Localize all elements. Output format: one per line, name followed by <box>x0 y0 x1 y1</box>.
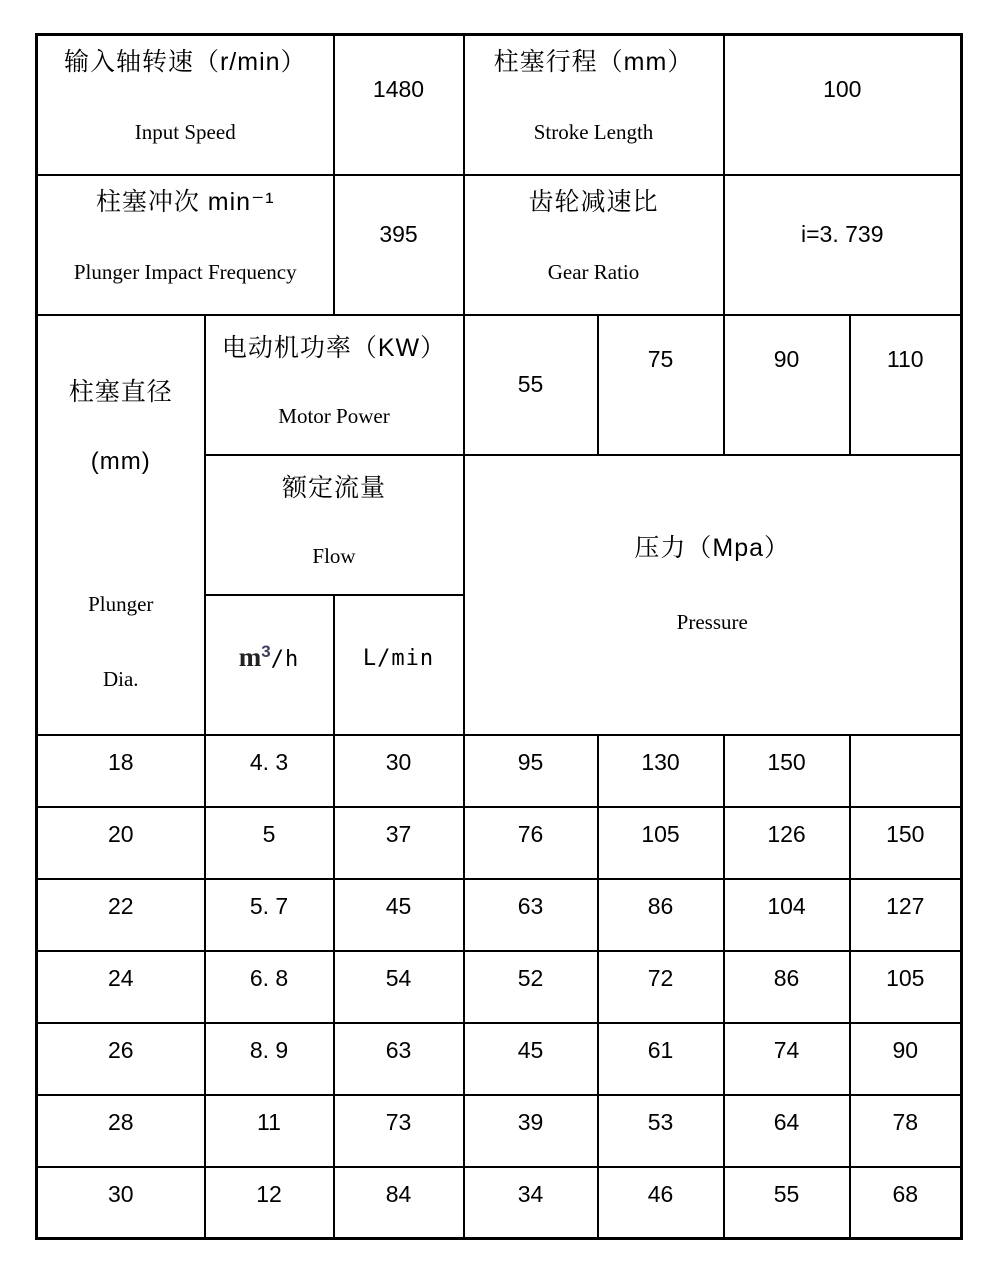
table-cell: 5. 7 <box>205 879 334 951</box>
table-cell: 53 <box>598 1095 724 1167</box>
pressure-label-en: Pressure <box>676 610 748 634</box>
plunger-dia-label-en2: Dia. <box>102 666 139 691</box>
pressure-header-cell <box>464 455 962 735</box>
table-cell: 105 <box>598 807 724 879</box>
table-cell: 63 <box>334 1023 464 1095</box>
table-row <box>37 807 962 879</box>
impact-frequency-label-cell <box>37 175 334 315</box>
table-cell: 74 <box>724 1023 850 1095</box>
table-row <box>37 951 962 1023</box>
table-cell: 63 <box>464 879 598 951</box>
table-cell: 18 <box>37 735 205 807</box>
table-cell: 46 <box>598 1167 724 1239</box>
table-cell: 20 <box>37 807 205 879</box>
table-cell <box>850 735 962 807</box>
table-cell: 45 <box>334 879 464 951</box>
table-cell: 24 <box>37 951 205 1023</box>
table-row <box>37 879 962 951</box>
input-speed-label-en: Input Speed <box>134 120 236 145</box>
flow-unit-m3h-cell <box>205 595 334 735</box>
table-cell: 126 <box>724 807 850 879</box>
table-row <box>37 1023 962 1095</box>
table-cell: 78 <box>850 1095 962 1167</box>
table-cell: 37 <box>334 807 464 879</box>
impact-frequency-value: 395 <box>334 175 464 315</box>
motor-power-label-zh: 电动机功率（KW） <box>221 334 447 362</box>
table-row <box>37 735 962 807</box>
spec-row-input-speed <box>37 35 962 175</box>
table-cell: 4. 3 <box>205 735 334 807</box>
table-cell: 52 <box>464 951 598 1023</box>
plunger-dia-header-cell <box>37 315 205 735</box>
plunger-dia-label-en1: Plunger <box>88 591 154 616</box>
header-row-motor-power <box>37 315 962 455</box>
flow-unit-m3h-base: m <box>238 642 262 672</box>
table-cell: 76 <box>464 807 598 879</box>
table-cell: 150 <box>724 735 850 807</box>
gear-ratio-value: i=3. 739 <box>724 175 962 315</box>
table-cell: 22 <box>37 879 205 951</box>
table-cell: 150 <box>850 807 962 879</box>
plunger-dia-unit: (mm) <box>90 447 151 475</box>
flow-label-zh: 额定流量 <box>281 474 386 502</box>
table-cell: 12 <box>205 1167 334 1239</box>
table-row <box>37 1095 962 1167</box>
gear-ratio-label-cell <box>464 175 724 315</box>
impact-frequency-label-zh: 柱塞冲次 min⁻¹ <box>95 188 275 216</box>
motor-power-label-cell <box>205 315 464 455</box>
table-cell: 90 <box>850 1023 962 1095</box>
table-cell: 34 <box>464 1167 598 1239</box>
table-cell: 84 <box>334 1167 464 1239</box>
impact-frequency-label-en: Plunger Impact Frequency <box>73 260 297 284</box>
motor-power-value-55: 55 <box>464 315 598 455</box>
table-cell: 6. 8 <box>205 951 334 1023</box>
table-cell: 30 <box>334 735 464 807</box>
table-cell: 5 <box>205 807 334 879</box>
flow-unit-lmin: L/min <box>362 645 435 671</box>
input-speed-label-cell <box>37 35 334 175</box>
table-cell: 39 <box>464 1095 598 1167</box>
motor-power-value-90: 90 <box>724 315 850 455</box>
data-rows-body <box>37 735 962 1239</box>
table-cell: 130 <box>598 735 724 807</box>
table-cell: 8. 9 <box>205 1023 334 1095</box>
spec-row-impact-frequency <box>37 175 962 315</box>
pump-spec-table <box>35 33 963 1240</box>
input-speed-value: 1480 <box>334 35 464 175</box>
table-cell: 64 <box>724 1095 850 1167</box>
gear-ratio-label-en: Gear Ratio <box>547 260 640 284</box>
stroke-length-label-en: Stroke Length <box>533 120 654 145</box>
table-cell: 127 <box>850 879 962 951</box>
table-cell: 95 <box>464 735 598 807</box>
table-cell: 26 <box>37 1023 205 1095</box>
motor-power-label-en: Motor Power <box>278 404 390 428</box>
motor-power-value-110: 110 <box>850 315 962 455</box>
table-cell: 11 <box>205 1095 334 1167</box>
table-cell: 73 <box>334 1095 464 1167</box>
stroke-length-label-cell <box>464 35 724 175</box>
gear-ratio-label-zh: 齿轮减速比 <box>528 188 659 216</box>
pressure-label-zh: 压力（Mpa） <box>634 534 791 562</box>
table-cell: 45 <box>464 1023 598 1095</box>
flow-unit-m3h-superscript: 3 <box>261 642 271 661</box>
flow-label-cell <box>205 455 464 595</box>
table-cell: 30 <box>37 1167 205 1239</box>
table-cell: 54 <box>334 951 464 1023</box>
table-cell: 86 <box>598 879 724 951</box>
stroke-length-label-zh: 柱塞行程（mm） <box>493 48 694 77</box>
table-cell: 86 <box>724 951 850 1023</box>
table-cell: 68 <box>850 1167 962 1239</box>
table-row <box>37 1167 962 1239</box>
table-cell: 28 <box>37 1095 205 1167</box>
table-cell: 72 <box>598 951 724 1023</box>
table-cell: 104 <box>724 879 850 951</box>
input-speed-label-zh: 输入轴转速（r/min） <box>63 48 307 77</box>
flow-unit-m3h-rest: /h <box>270 647 300 672</box>
plunger-dia-label-zh: 柱塞直径 <box>68 377 173 406</box>
table-cell: 55 <box>724 1167 850 1239</box>
motor-power-value-75: 75 <box>598 315 724 455</box>
table-cell: 61 <box>598 1023 724 1095</box>
stroke-length-value: 100 <box>724 35 962 175</box>
flow-label-en: Flow <box>312 544 356 568</box>
table-cell: 105 <box>850 951 962 1023</box>
flow-unit-lmin-cell <box>334 595 464 735</box>
